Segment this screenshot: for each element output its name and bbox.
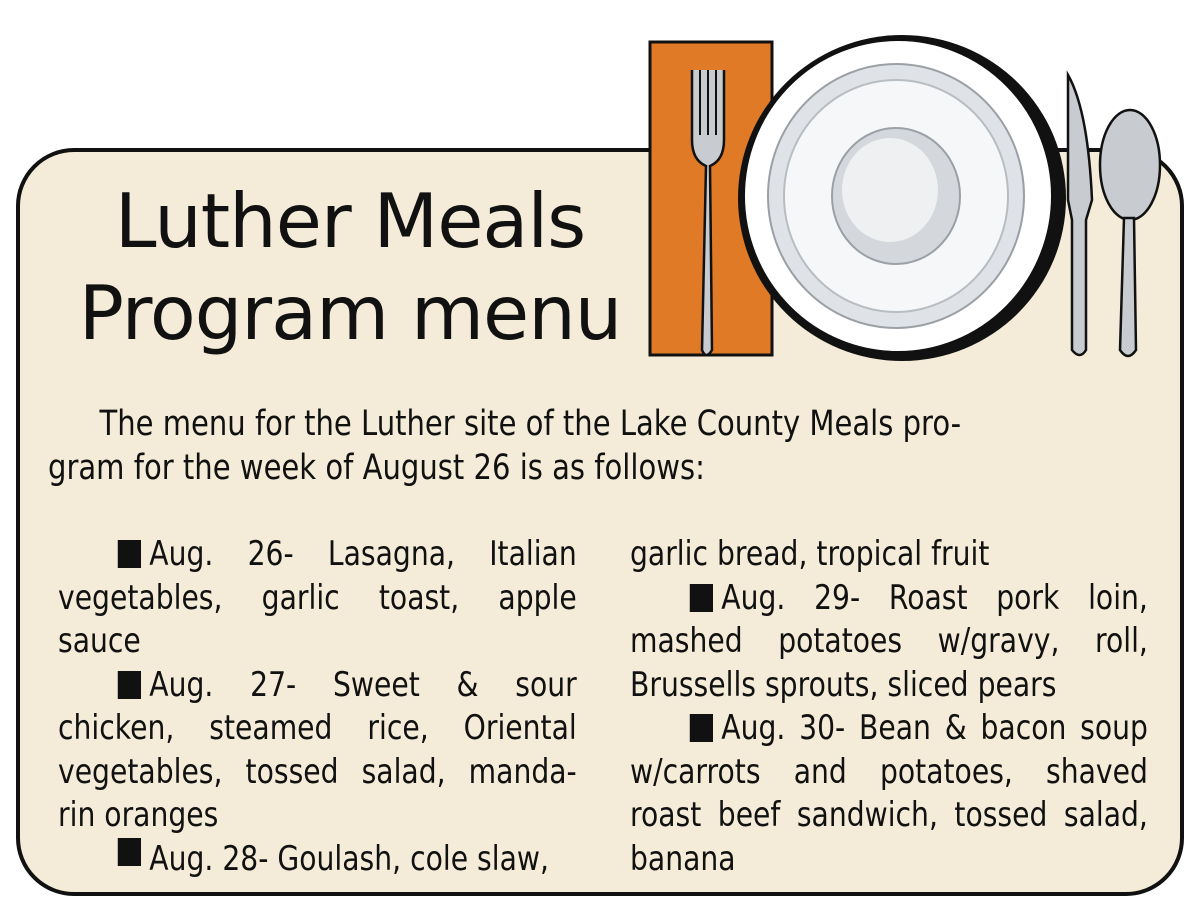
menu-line (58, 664, 577, 708)
menu-word: rice, (367, 708, 429, 748)
menu-word: vegetables, (58, 577, 223, 618)
bullet-square-icon (690, 714, 713, 742)
menu-line (58, 707, 577, 751)
menu-word (118, 664, 214, 708)
menu-line (58, 751, 577, 795)
menu-word: 30- (799, 708, 846, 748)
menu-line (630, 620, 1148, 664)
menu-word: soup (1080, 708, 1148, 748)
menu-word: 27- (250, 664, 297, 705)
bullet-square-icon (118, 671, 141, 699)
menu-line: Brussells sprouts, sliced pears (630, 664, 1057, 705)
title-line-1: Luther Meals (114, 177, 586, 265)
menu-word (118, 533, 214, 577)
menu-word: pork (996, 577, 1060, 618)
plate-icon (738, 35, 1066, 361)
menu-word: bacon (980, 708, 1067, 748)
knife-icon (1068, 75, 1092, 355)
menu-word: mashed (630, 621, 743, 661)
menu-column-left (58, 533, 577, 881)
menu-line: garlic bread, tropical fruit (630, 534, 990, 574)
title-line-2: Program menu (78, 269, 622, 357)
menu-word: Aug. (721, 577, 786, 618)
menu-word: roast (630, 795, 702, 835)
menu-word: sour (515, 664, 577, 705)
page-title (70, 175, 630, 359)
menu-word: & (944, 708, 967, 748)
menu-line: rin oranges (58, 795, 219, 835)
menu-word: roll, (1095, 621, 1148, 661)
bullet-square-icon (118, 838, 141, 866)
menu-word: chicken, (58, 708, 175, 748)
place-setting-illustration (640, 20, 1170, 380)
menu-line (58, 533, 577, 577)
spoon-icon (1100, 110, 1160, 356)
menu-word (690, 707, 786, 751)
menu-word: Roast (888, 577, 968, 618)
menu-word: sandwich, (796, 795, 938, 835)
menu-word: Aug. (149, 664, 214, 705)
menu-line (630, 707, 1148, 751)
menu-word: Aug. (721, 708, 786, 748)
menu-word: toast, (378, 577, 460, 618)
menu-line (58, 577, 577, 621)
menu-word: potatoes, (879, 751, 1013, 792)
bullet-square-icon (118, 540, 141, 568)
menu-word: 26- (247, 534, 294, 574)
menu-word: salad, (361, 751, 446, 792)
menu-word: beef (717, 795, 781, 835)
menu-column-right (630, 533, 1148, 881)
menu-line (58, 838, 577, 882)
intro-line-1: The menu for the Luther site of the Lake County Meals pro- (99, 404, 962, 444)
menu-line: banana (630, 838, 736, 879)
menu-word: potatoes (778, 621, 903, 661)
menu-word: loin, (1088, 577, 1148, 618)
menu-word: apple (498, 577, 577, 618)
menu-word: tossed (245, 751, 339, 792)
menu-word: Sweet (332, 664, 420, 705)
menu-word: & (456, 664, 479, 705)
menu-line (630, 751, 1148, 795)
menu-word: Bean (859, 708, 931, 748)
menu-word: Oriental (463, 708, 577, 748)
menu-word: salad, (1063, 795, 1148, 835)
menu-word: and (793, 751, 847, 792)
menu-line (630, 577, 1148, 621)
intro-paragraph (48, 402, 969, 490)
menu-line (630, 794, 1148, 838)
menu-word: Lasagna, (327, 534, 455, 574)
menu-word: shaved (1046, 751, 1148, 792)
menu-word: w/gravy, (937, 621, 1060, 661)
menu-word: 29- (814, 577, 861, 618)
menu-word: w/carrots (630, 751, 761, 792)
menu-word: garlic (261, 577, 340, 618)
menu-word: steamed (209, 708, 333, 748)
menu-word: manda- (468, 751, 577, 792)
menu-text: Aug. 28- Goulash, cole slaw, (149, 838, 549, 879)
menu-word: Italian (489, 534, 577, 574)
menu-word: tossed (954, 795, 1048, 835)
menu-line: sauce (58, 621, 141, 661)
menu-word: vegetables, (58, 751, 223, 792)
menu-word (690, 577, 786, 621)
intro-line-2: gram for the week of August 26 is as follows: (48, 448, 705, 488)
menu-word: Aug. (149, 534, 214, 574)
bullet-square-icon (690, 584, 713, 612)
